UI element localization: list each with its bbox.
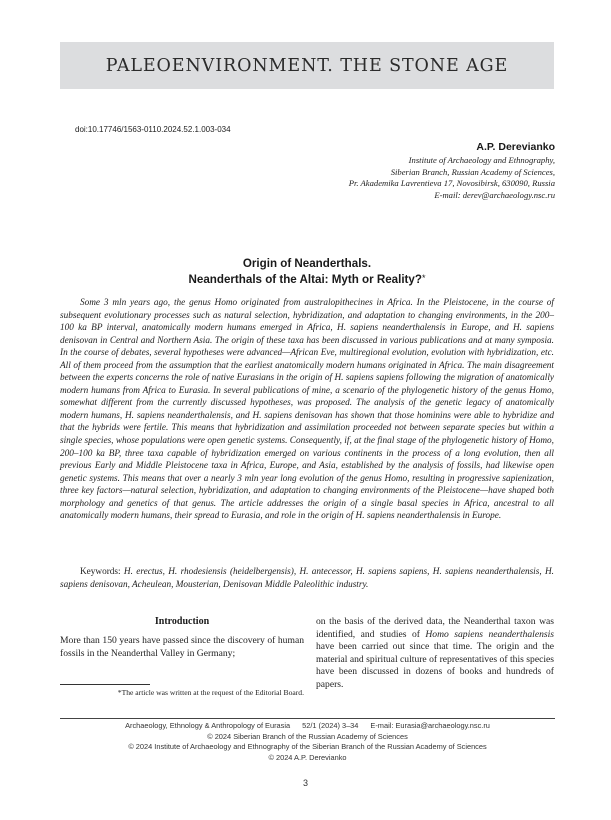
footnote-divider bbox=[60, 684, 150, 685]
introduction-text-left: More than 150 years have passed since the discovery of human fossils in the Neanderthal Valley in Germany; bbox=[60, 635, 304, 659]
article-title-line-1: Origin of Neanderthals. bbox=[242, 257, 372, 270]
introduction-text-right bbox=[316, 616, 554, 692]
affiliation-line: Institute of Archaeology and Ethnography, bbox=[408, 155, 555, 165]
abstract-paragraph: Some 3 mln years ago, the genus Homo originated from australopithecines in Africa. In the Pleistocene, in the course of subsequent evolutionary processes such as natural selection, hybridization, and adaptation to changing environments, in the 200–100 ka BP interval, anatomically modern humans emerged in Africa, H. sapiens neanderthalensis in Europe, and H. sapiens denisovan in Central and Northern Asia. The origin of these taxa has been discussed in various publications and at many symposia. In the course of debates, several hypotheses were advanced—African Eve, multiregional evolution, evolution with hybridization, etc. All of them proceed from the assumption that the earliest anatomically modern humans originated in Africa. The main disagreement between the experts concerns the role of native Eurasians in the origin of H. sapiens sapiens following the migration of anatomically modern humans from Africa to Eurasia. In several publications of mine, a scenario of the phylogenetic history of the genus Homo, somewhat different from the currently discussed hypotheses, was proposed. The analysis of the genetic legacy of anatomically modern humans, H. sapiens neanderthalensis, and H. sapiens denisovan has shown that those hominins were able to hybridize and that the hybrids were fertile. This means that hybridization and assimilation proceeded not between separate species but within a single species, whose populations were open genetic systems. Consequently, if, at the final stage of the phylogenetic history of Homo, 200–100 ka BP, three taxa capable of hybridization emerged on various continents in the process of a long evolution, then all previous Early and Middle Pleistocene taxa in Africa, Europe, and Asia, established by the analysis of fossils, had likewise open genetic systems. This means that over a nearly 3 mln year long evolution of the genus Homo, resulting in progressive sapienization, three key factors—natural selection, hybridization, and adaptation to changing environments of the Pleistocene—have shaped both morphology and genetics of that genus. The article addresses the origin of a single basal species in Africa, ancestral to all anatomically modern humans, their spread to Eurasia, and role in the origin of H. sapiens neanderthalensis in Europe. bbox=[60, 298, 554, 522]
intro-right-species-name: Homo sapiens neanderthalensis bbox=[425, 628, 555, 640]
doi-link[interactable]: doi:10.17746/1563-0110.2024.52.1.003-034 bbox=[75, 125, 231, 134]
article-title-line-2 bbox=[60, 271, 554, 287]
footnote-text: *The article was written at the request of the Editorial Board. bbox=[117, 688, 304, 697]
affiliation-line: Siberian Branch, Russian Academy of Sciences, bbox=[390, 166, 555, 177]
copyright-line: © 2024 Siberian Branch of the Russian Academy of Sciences bbox=[207, 731, 408, 741]
journal-footer bbox=[60, 721, 555, 763]
author-email[interactable]: E-mail: derev@archaeology.nsc.ru bbox=[434, 189, 555, 200]
journal-email[interactable]: E-mail: Eurasia@archaeology.nsc.ru bbox=[370, 721, 490, 730]
keywords-paragraph bbox=[60, 566, 554, 591]
affiliation-address: Pr. Akademika Lavrentieva 17, Novosibirsk, 630090, Russia bbox=[348, 178, 555, 189]
footer-divider bbox=[60, 718, 555, 719]
copyright-line: © 2024 A.P. Derevianko bbox=[268, 752, 347, 762]
left-column bbox=[60, 616, 304, 660]
journal-issue: 52/1 (2024) 3–34 bbox=[302, 721, 359, 730]
article-title bbox=[60, 256, 554, 287]
keywords-label: Keywords: bbox=[80, 567, 121, 577]
page-number: 3 bbox=[302, 778, 308, 788]
author-name: A.P. Derevianko bbox=[476, 141, 555, 153]
author-block bbox=[349, 141, 555, 201]
title-footnote-marker[interactable]: * bbox=[421, 273, 426, 283]
section-header-title: PALEOENVIRONMENT. THE STONE AGE bbox=[105, 55, 509, 76]
journal-citation-line bbox=[60, 721, 555, 732]
intro-right-text-b: have been carried out since that time. The origin and the material and spiritual culture of representatives of this species have been discussed in dozens of books and hundreds of papers. bbox=[316, 641, 554, 690]
journal-name: Archaeology, Ethnology & Anthropology of Eurasia bbox=[125, 721, 291, 730]
keywords-list: H. erectus, H. rhodesiensis (heidelbergensis), H. antecessor, H. sapiens sapiens, H. sapiens neanderthalensis, H. sapiens denisovan, Acheulean, Mousterian, Denisovan Middle Paleolithic industry. bbox=[60, 567, 554, 590]
copyright-line: © 2024 Institute of Archaeology and Ethnography of the Siberian Branch of the Russian Academy of Sciences bbox=[128, 742, 487, 752]
section-header-band bbox=[60, 42, 554, 89]
introduction-heading: Introduction bbox=[154, 616, 210, 627]
article-title-line-2-text: Neanderthals of the Altai: Myth or Reality? bbox=[188, 273, 422, 286]
right-column bbox=[316, 616, 554, 692]
intro-right-text-a: on the basis of the derived data, the Neanderthal taxon was identified, and studies of bbox=[316, 616, 554, 640]
